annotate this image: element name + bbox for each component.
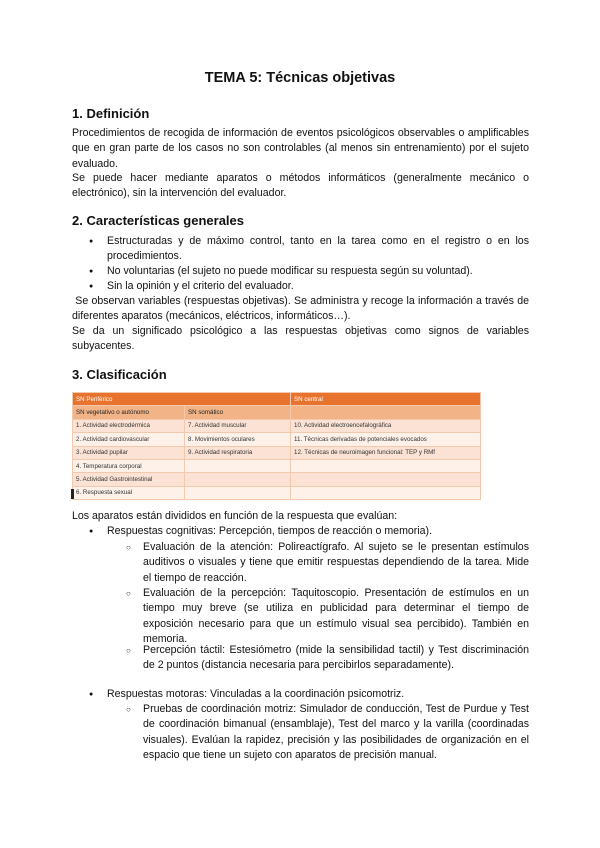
list-item: ● Sin la opinión y el criterio del evaluador. bbox=[107, 279, 529, 294]
table-cell bbox=[291, 486, 481, 499]
table-cell bbox=[291, 459, 481, 472]
table-cell: 8. Movimientos oculares bbox=[185, 433, 291, 446]
list-item-motor: ● Respuestas motoras: Vinculadas a la coordinación psicomotriz. bbox=[107, 687, 529, 702]
table-subheader-row bbox=[73, 406, 481, 419]
classification-intro: Los aparatos están divididos en función de la respuesta que evalúan: bbox=[72, 510, 398, 522]
table-header-cell: SN Periférico bbox=[73, 393, 291, 406]
table-cell: 6. Respuesta sexual bbox=[73, 486, 185, 499]
sub-list-item: ○ Pruebas de coordinación motriz: Simulador de conducción, Test de Purdue y Test de coordinación bimanual (ensamblaje), Test del marco y la varilla (coordinadas visuales). Evalúan la rapidez, precisión y las posibilidades de organización en el espacio que tiene un sujeto con aparatos de precisión manual. bbox=[143, 702, 529, 763]
definition-paragraph-2: Se puede hacer mediante aparatos o métodos informáticos (generalmente mecánico o electrónico), sin la intervención del evaluador. bbox=[72, 172, 529, 200]
definition-paragraph: Procedimientos de recogida de información de eventos psicológicos observables o amplificables que en gran parte de los casos no son controlables (al menos sin entrenamiento) por el sujeto evaluado. bbox=[72, 127, 529, 170]
table-header-cell: SN vegetativo o autónomo bbox=[73, 406, 185, 419]
table-cell: 1. Actividad electrodérmica bbox=[73, 419, 185, 432]
table-cell: 2. Actividad cardiovascular bbox=[73, 433, 185, 446]
table-cell bbox=[185, 473, 291, 486]
table-header-row bbox=[73, 393, 481, 406]
page-title: TEMA 5: Técnicas objetivas bbox=[204, 70, 396, 86]
table-cell bbox=[185, 486, 291, 499]
table-row bbox=[73, 486, 481, 499]
list-item-cognitive: ● Respuestas cognitivas: Percepción, tiempos de reacción o memoria). bbox=[107, 524, 529, 539]
table-cell: 5. Actividad Gastrointestinal bbox=[73, 473, 185, 486]
table-header-cell: SN central bbox=[291, 393, 481, 406]
table-cell bbox=[185, 459, 291, 472]
section-1-heading: 1. Definición bbox=[72, 106, 150, 121]
classification-table bbox=[72, 392, 481, 500]
section-3-heading: 3. Clasificación bbox=[72, 367, 167, 382]
sub-list-item: ○ Evaluación de la percepción: Taquitoscopio. Presentación de estímulos en un tiempo muy breve (se utiliza en publicidad para determinar el tiempo de exposición necesario para que un estímulo visual sea percibido). También en memoria. bbox=[143, 586, 529, 647]
sub-list-item: ○ Evaluación de la atención: Polireactígrafo. Al sujeto se le presentan estímulos auditivos o visuales y tiene que emitir respuestas dependiendo de la tarea. Mide el tiempo de reacción. bbox=[143, 540, 529, 586]
list-item: ● No voluntarias (el sujeto no puede modificar su respuesta según su voluntad). bbox=[107, 264, 529, 279]
characteristics-paragraph-2: Se da un significado psicológico a las respuestas objetivas como signos de variables subyacentes. bbox=[72, 325, 529, 353]
table-cell: 9. Actividad respiratoria bbox=[185, 446, 291, 459]
table-row bbox=[73, 473, 481, 486]
sub-list-item: ○ Percepción táctil: Estesiómetro (mide la sensibilidad tactil) y Test discriminación de 2 puntos (distancia necesaria para percibirlos separadamente). bbox=[143, 643, 529, 674]
table-cell: 7. Actividad muscular bbox=[185, 419, 291, 432]
table-cell bbox=[291, 473, 481, 486]
text-cursor bbox=[71, 489, 74, 499]
table-header-cell: SN somático bbox=[185, 406, 291, 419]
table-cell: 3. Actividad pupilar bbox=[73, 446, 185, 459]
table-cell bbox=[291, 406, 481, 419]
table-row bbox=[73, 419, 481, 432]
table-row bbox=[73, 433, 481, 446]
section-2-heading: 2. Características generales bbox=[72, 213, 244, 228]
list-item: ● Estructuradas y de máximo control, tanto en la tarea como en el registro o en los procedimientos. bbox=[107, 234, 529, 265]
table-row bbox=[73, 446, 481, 459]
table-cell: 4. Temperatura corporal bbox=[73, 459, 185, 472]
table-row bbox=[73, 459, 481, 472]
table-cell: 12. Técnicas de neuroimagen funcional: TEP y RMf bbox=[291, 446, 481, 459]
table-cell: 10. Actividad electroencefalográfica bbox=[291, 419, 481, 432]
table-cell: 11. Técnicas derivadas de potenciales evocados bbox=[291, 433, 481, 446]
characteristics-paragraph: Se observan variables (respuestas objetivas). Se administra y recoge la información a través de diferentes aparatos (mecánicos, eléctricos, informáticos…). bbox=[72, 295, 532, 323]
